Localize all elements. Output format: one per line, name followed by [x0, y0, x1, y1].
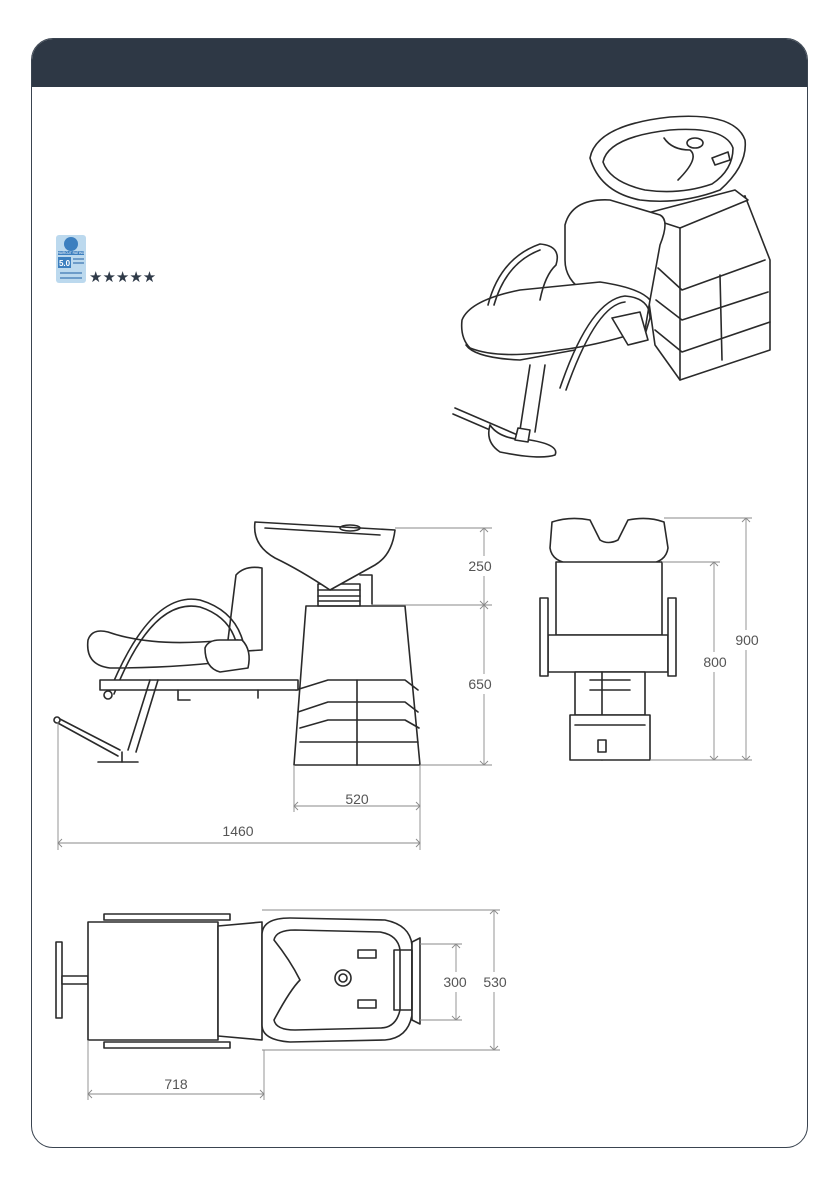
top-view: [56, 914, 420, 1048]
dim-basin-width: 300: [443, 974, 467, 990]
badge-score: 5.0: [58, 259, 71, 268]
dim-chair-length: 718: [164, 1076, 188, 1092]
dim-base-depth: 520: [345, 791, 369, 807]
badge-title: HAIRCUT RATING: [57, 251, 85, 256]
dim-basin-height: 250: [468, 558, 492, 574]
dim-total-length: 1460: [222, 823, 254, 839]
dim-seat-height: 800: [703, 654, 727, 670]
dim-total-width: 530: [483, 974, 507, 990]
front-view: [540, 518, 676, 760]
dim-total-height: 900: [735, 632, 759, 648]
side-view: [54, 522, 420, 765]
perspective-view: [453, 116, 770, 457]
star-rating: ★★★★★: [89, 268, 157, 286]
dim-base-height: 650: [468, 676, 492, 692]
